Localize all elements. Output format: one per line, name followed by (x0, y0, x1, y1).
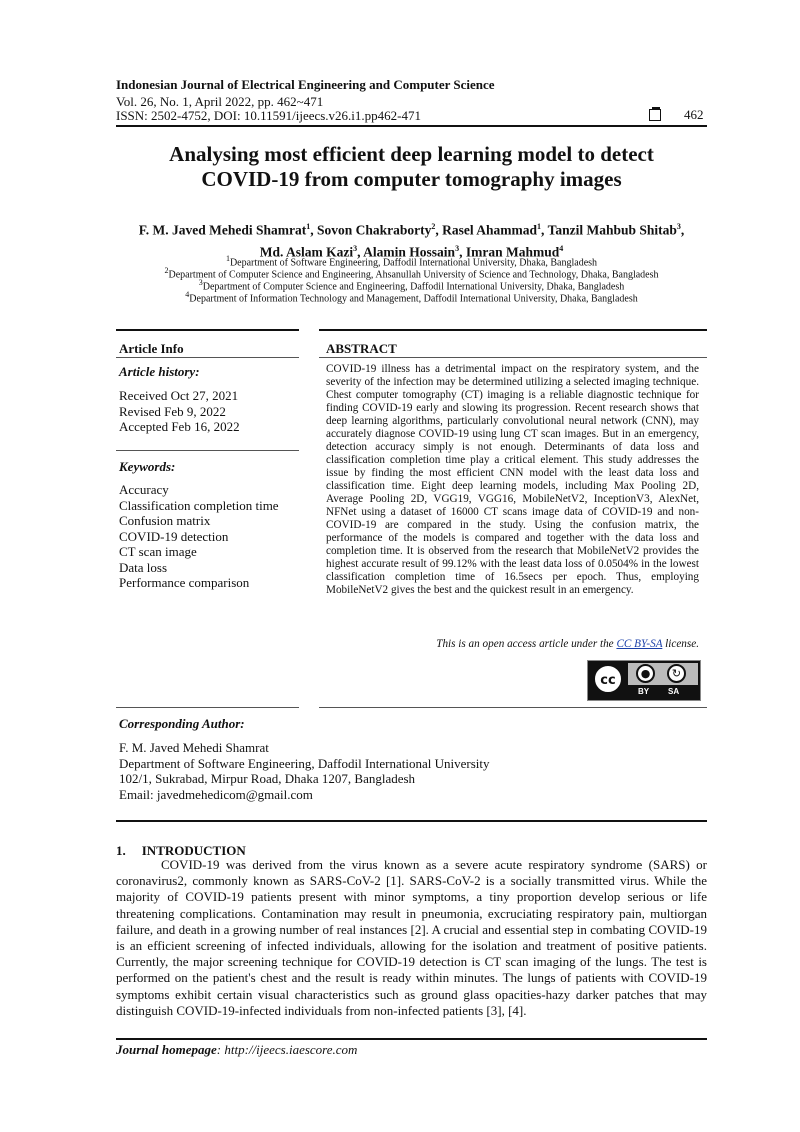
keyword: CT scan image (119, 544, 197, 559)
author: Tanzil Mahbub Shitab (547, 222, 677, 238)
affiliation: $^3$Department of Computer Science and Engineering, Daffodil International University, Dhaka, Bangladesh (198, 278, 625, 293)
author: Rasel Ahammad (442, 222, 538, 238)
homepage-url[interactable]: : http://ijeecs.iaescore.com (216, 1042, 358, 1057)
revised-date: Revised Feb 9, 2022 (119, 403, 226, 419)
page-number: 462 (684, 107, 704, 122)
volume-info: Vol. 26, No. 1, April 2022, pp. 462~471 (116, 94, 324, 109)
header-rule (116, 125, 707, 127)
author: Md. Aslam Kazi (259, 244, 354, 259)
affiliation: $^1$Department of Software Engineering, Daffodil International University, Dhaka, Bangladesh (225, 254, 598, 269)
author: Imran Mahmud (465, 244, 560, 259)
keywords-heading: Keywords: (119, 459, 176, 474)
page-icon (649, 109, 661, 121)
author-list: F. M. Javed Mehedi Shamrat$^1$, Sovon Chakraborty$^2$, Rasel Ahammad$^1$, Tanzil Mahbub Shitab$^3$, Md. Aslam Kazi$^3$, Alamin Hossain$^3$, Imran Mahmud$^4$ (138, 222, 685, 259)
badge-by-label: BY (638, 687, 650, 696)
title-line-2: COVID-19 from computer tomography images (201, 167, 622, 191)
badge-sa-label: SA (668, 687, 680, 696)
keyword: Performance comparison (119, 575, 250, 590)
section-heading: 1. INTRODUCTION (116, 843, 246, 858)
paper-title (116, 142, 707, 192)
journal-name: Indonesian Journal of Electrical Engineering and Computer Science (116, 77, 495, 92)
author: F. M. Javed Mehedi Shamrat (138, 222, 307, 238)
keyword: COVID-19 detection (119, 528, 229, 544)
corresponding-name: F. M. Javed Mehedi Shamrat (119, 740, 269, 755)
article-info-sub-rule (116, 357, 299, 358)
keyword: Accuracy (119, 482, 169, 497)
history-rule (116, 450, 299, 451)
attribution-icon: ● (636, 664, 655, 683)
footer-rule (116, 1038, 707, 1040)
cc-icon: cc (593, 664, 623, 694)
journal-homepage: Journal homepage: http://ijeecs.iaescore.com (116, 1042, 358, 1057)
share-alike-icon: ↻ (667, 664, 686, 683)
abstract-sub-rule (319, 357, 707, 358)
keyword: Classification completion time (119, 497, 279, 513)
author: Alamin Hossain (363, 244, 456, 259)
corresponding-address: 102/1, Sukrabad, Mirpur Road, Dhaka 1207, Bangladesh (119, 771, 416, 787)
abstract-text: COVID-19 illness has a detrimental impact on the respiratory system, and the severity of the infection may be determined utilizing a selected imaging technique. Chest computer tomography (CT) imaging is a reliable diagnostic technique for finding COVID-19 early and slowing its progression. Recent research shows that deep learning algorithms, particularly convolutional neural network (CNN), may accurately diagnose COVID-19 using lung CT scan images. But in an emergency, detection accuracy simply is not enough. Determinants of data loss and classification completion time play a critical element. This study addresses the issue by finding the most efficient CNN model with the least data loss and classification time. Eight deep learning models, including Max Pooling 2D, Average Pooling 2D, VGG19, VGG16, MobileNetV2, InceptionV3, AlexNet, NFNet using a dataset of 16000 CT scans image data of COVID-19 and non-COVID-19 are compared in the study. Using the confusion matrix, the performance of the models is compared and together with the data loss and completion time. It is observed from the research that MobileNetV2 provides the highest accurate result of 99.12% with the least data loss of 0.0504% in the lowest classification completion time of 16.5secs per epoch. Thus, employing MobileNetV2 gives the best and the quickest result in an emergency. (326, 363, 699, 596)
history-heading: Article history: (119, 364, 200, 379)
received-date: Received Oct 27, 2021 (119, 388, 239, 403)
history-list (119, 388, 240, 435)
corresponding-block (119, 740, 490, 802)
abstract-heading: ABSTRACT (326, 341, 397, 356)
corresponding-bottom-rule (116, 820, 707, 822)
corresponding-dept: Department of Software Engineering, Daffodil International University (119, 755, 490, 771)
title-line-1: Analysing most efficient deep learning model to detect (169, 142, 654, 166)
keyword: Data loss (119, 559, 168, 575)
introduction-text: COVID-19 was derived from the virus known as a severe acute respiratory syndrome (SARS) or coronavirus2, commonly known as SARS-CoV-2 [1]. SARS-CoV-2 is a socially transmitted virus. While the majority of COVID-19 patients present with minor symptoms, a tiny proportion develop serious or life threatening complications. Contamination may result in pneumonia, excruciating respiratory pain, multiorgan failure, and death in a growing number of real instances [2]. A crucial and essential step in combating COVID-19 is an efficient screening of infected individuals, allowing for the isolation and treatment of positive patients. Currently, the major screening technique for COVID-19 detection is CT scan imaging of the lungs. The test is performed on the patient's chest and the result is ready within minutes. The lungs of patients with COVID-19 symptoms exhibit certain visual characteristics such as ground glass opacities-hazy darker patches that may distinguish COVID-19-infected individuals from non-infected patients [3], [4]. (116, 857, 707, 1018)
cc-by-sa-badge[interactable] (587, 660, 701, 701)
license-line: This is an open access article under the CC BY-SA license. (436, 638, 699, 650)
corresponding-email: Email: javedmehedicom@gmail.com (119, 786, 313, 802)
keywords-list (119, 482, 279, 591)
author: Sovon Chakraborty (317, 222, 432, 238)
accepted-date: Accepted Feb 16, 2022 (119, 419, 240, 434)
article-info-heading: Article Info (119, 341, 184, 356)
affiliation: $^4$Department of Information Technology and Management, Daffodil International University, Dhaka, Bangladesh (185, 290, 638, 305)
abstract-top-rule (319, 329, 707, 331)
corresponding-heading: Corresponding Author: (119, 716, 245, 731)
abstract-bottom-rule (319, 707, 707, 708)
article-info-top-rule (116, 329, 299, 331)
cc-by-sa-link[interactable]: CC BY-SA (616, 638, 663, 650)
info-bottom-rule (116, 707, 299, 708)
affiliation: $^2$Department of Computer Science and Engineering, Ahsanullah University of Science and Technology, Dhaka, Bangladesh (164, 266, 659, 281)
issn-doi: ISSN: 2502-4752, DOI: 10.11591/ijeecs.v26.i1.pp462-471 (116, 108, 421, 123)
keyword: Confusion matrix (119, 513, 211, 528)
